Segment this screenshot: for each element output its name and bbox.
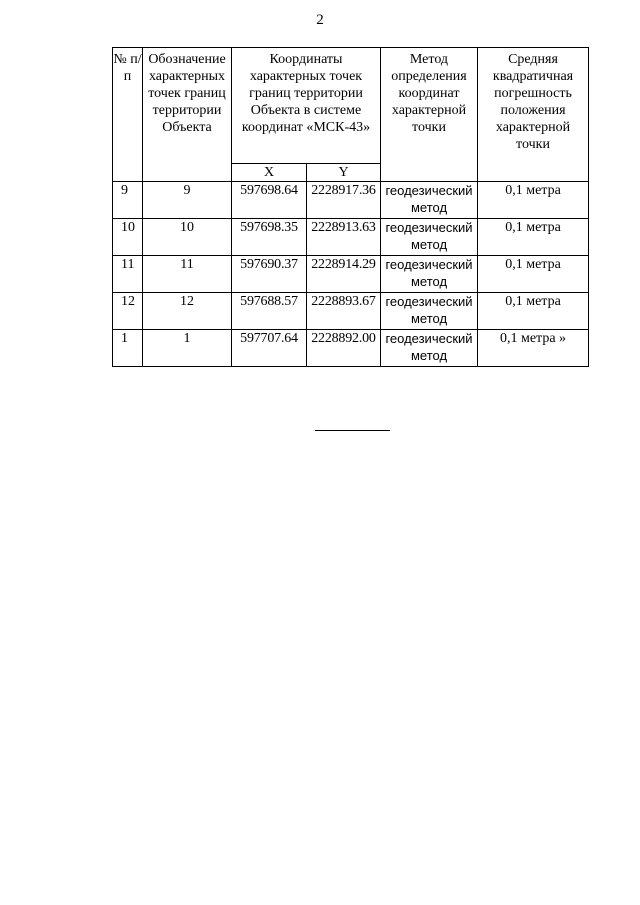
cell-error: 0,1 метра <box>478 219 589 256</box>
cell-x: 597707.64 <box>232 330 307 367</box>
header-row <box>113 48 589 164</box>
cell-method: геодезический метод <box>381 293 478 330</box>
cell-y: 2228893.67 <box>307 293 381 330</box>
cell-error: 0,1 метра <box>478 182 589 219</box>
cell-num: 10 <box>113 219 143 256</box>
separator-line <box>315 430 390 431</box>
cell-y: 2228913.63 <box>307 219 381 256</box>
table-row <box>113 293 589 330</box>
cell-method: геодезический метод <box>381 182 478 219</box>
cell-num: 1 <box>113 330 143 367</box>
cell-num: 11 <box>113 256 143 293</box>
cell-num: 9 <box>113 182 143 219</box>
cell-designation: 10 <box>143 219 232 256</box>
cell-designation: 11 <box>143 256 232 293</box>
header-method: Метод определения координат характерной точки <box>381 48 478 182</box>
header-designation: Обозначение характерных точек границ территории Объекта <box>143 48 232 182</box>
cell-y: 2228914.29 <box>307 256 381 293</box>
header-error: Средняя квадратичная погрешность положения характерной точки <box>478 48 589 182</box>
table-row <box>113 182 589 219</box>
cell-num: 12 <box>113 293 143 330</box>
header-num: № п/п <box>113 48 143 182</box>
cell-x: 597698.64 <box>232 182 307 219</box>
cell-method: геодезический метод <box>381 219 478 256</box>
cell-designation: 12 <box>143 293 232 330</box>
cell-designation: 9 <box>143 182 232 219</box>
cell-error: 0,1 метра <box>478 293 589 330</box>
cell-x: 597690.37 <box>232 256 307 293</box>
cell-y: 2228917.36 <box>307 182 381 219</box>
header-coordinates: Координаты характерных точек границ территории Объекта в системе координат «МСК-43» <box>232 48 381 164</box>
header-x: X <box>232 164 307 182</box>
cell-x: 597698.35 <box>232 219 307 256</box>
page-number: 2 <box>316 12 324 28</box>
cell-method: геодезический метод <box>381 256 478 293</box>
cell-error: 0,1 метра » <box>478 330 589 367</box>
table-row <box>113 256 589 293</box>
table-row <box>113 219 589 256</box>
cell-error: 0,1 метра <box>478 256 589 293</box>
cell-method: геодезический метод <box>381 330 478 367</box>
cell-designation: 1 <box>143 330 232 367</box>
table-row <box>113 330 589 367</box>
cell-y: 2228892.00 <box>307 330 381 367</box>
header-y: Y <box>307 164 381 182</box>
cell-x: 597688.57 <box>232 293 307 330</box>
coordinates-table <box>112 47 589 367</box>
